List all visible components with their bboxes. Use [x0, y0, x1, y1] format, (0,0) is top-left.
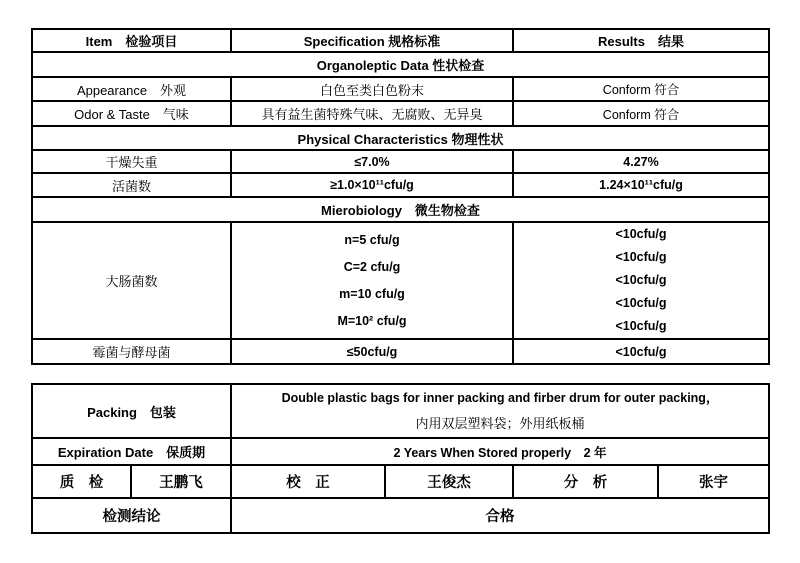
section-header-physical: Physical Characteristics 物理性状 [32, 126, 769, 150]
loss-on-drying-item-cell: 干燥失重 [32, 150, 231, 173]
packing-value-line-en: Double plastic bags for inner packing and firber drum for outer packing， [281, 391, 719, 405]
coliform-spec-cell [231, 222, 513, 339]
section-header-microbiology: Mierobiology 微生物检查 [32, 197, 769, 222]
mold-yeast-spec-cell: ≤50cfu/g [231, 339, 513, 364]
qc-name-cell: 王鹏飞 [131, 465, 231, 498]
odor-taste-spec-cell: 具有益生菌特殊气味、无腐败、无异臭 [231, 101, 513, 126]
table-row [32, 173, 769, 197]
table-row [32, 150, 769, 173]
loss-on-drying-result-cell: 4.27% [513, 150, 769, 173]
table-row [32, 222, 769, 339]
table-row [32, 438, 769, 465]
packing-value-line-cn: 内用双层塑料袋；外用纸板桶 [415, 416, 585, 431]
table-row [32, 77, 769, 101]
conclusion-value-cell: 合格 [231, 498, 769, 533]
coliform-result-line: <10cfu/g [615, 250, 667, 264]
qc-label-cell: 质 检 [32, 465, 131, 498]
coa-footer-table [31, 383, 770, 534]
section-header-organoleptic: Organoleptic Data 性状检查 [32, 52, 769, 77]
odor-taste-item-cell: Odor & Taste 气味 [32, 101, 231, 126]
packing-label-cell: Packing 包装 [32, 384, 231, 438]
appearance-result-cell: Conform 符合 [513, 77, 769, 101]
column-header-item: Item 检验项目 [32, 29, 231, 52]
appearance-item-cell: Appearance 外观 [32, 77, 231, 101]
table-row [32, 52, 769, 77]
coliform-result-line: <10cfu/g [615, 319, 667, 333]
coliform-result-line: <10cfu/g [615, 227, 667, 241]
viable-count-result-cell: 1.24×10¹¹cfu/g [513, 173, 769, 197]
table-row [32, 29, 769, 52]
expiration-value-cell: 2 Years When Stored properly 2 年 [231, 438, 769, 465]
conclusion-label-cell: 检测结论 [32, 498, 231, 533]
table-row [32, 197, 769, 222]
coliform-spec-line: C=2 cfu/g [343, 259, 401, 274]
coliform-result-cell [513, 222, 769, 339]
coliform-item-cell: 大肠菌数 [32, 222, 231, 339]
proofread-label-cell: 校 正 [231, 465, 385, 498]
viable-count-item-cell: 活菌数 [32, 173, 231, 197]
coliform-result-line: <10cfu/g [615, 296, 667, 310]
odor-taste-result-cell: Conform 符合 [513, 101, 769, 126]
mold-yeast-item-cell: 霉菌与酵母菌 [32, 339, 231, 364]
coliform-spec-line: M=10² cfu/g [337, 313, 407, 328]
packing-value-cell [231, 384, 769, 438]
loss-on-drying-spec-cell: ≤7.0% [231, 150, 513, 173]
coliform-result-line: <10cfu/g [615, 273, 667, 287]
table-row [32, 339, 769, 364]
coliform-spec-line: m=10 cfu/g [339, 286, 405, 301]
viable-count-spec-cell: ≥1.0×10¹¹cfu/g [231, 173, 513, 197]
analysis-label-cell: 分 析 [513, 465, 658, 498]
column-header-results: Results 结果 [513, 29, 769, 52]
coliform-spec-line: n=5 cfu/g [344, 232, 400, 247]
expiration-label-cell: Expiration Date 保质期 [32, 438, 231, 465]
table-row [32, 465, 769, 498]
table-row [32, 126, 769, 150]
table-row [32, 384, 769, 438]
appearance-spec-cell: 白色至类白色粉末 [231, 77, 513, 101]
analysis-name-cell: 张宇 [658, 465, 769, 498]
table-row [32, 498, 769, 533]
mold-yeast-result-cell: <10cfu/g [513, 339, 769, 364]
column-header-specification: Specification 规格标准 [231, 29, 513, 52]
coa-main-table [31, 28, 770, 365]
table-row [32, 101, 769, 126]
proofread-name-cell: 王俊杰 [385, 465, 513, 498]
